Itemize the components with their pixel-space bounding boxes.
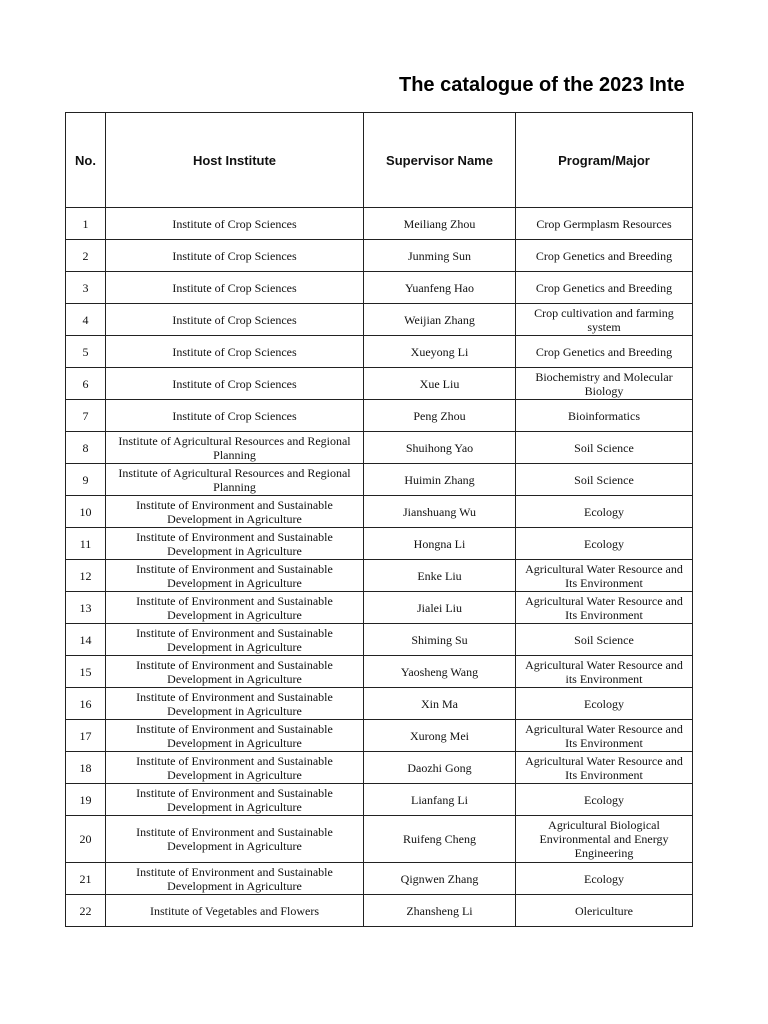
cell-supervisor-name: Huimin Zhang	[364, 464, 516, 496]
table-row	[66, 784, 693, 816]
cell-supervisor-name: Peng Zhou	[364, 400, 516, 432]
cell-program-major: Crop Germplasm Resources	[516, 208, 693, 240]
cell-program-major: Soil Science	[516, 624, 693, 656]
cell-host-institute: Institute of Environment and Sustainable Development in Agriculture	[106, 816, 364, 863]
cell-program-major: Biochemistry and Molecular Biology	[516, 368, 693, 400]
cell-host-institute: Institute of Crop Sciences	[106, 336, 364, 368]
cell-host-institute: Institute of Vegetables and Flowers	[106, 895, 364, 927]
table-row	[66, 336, 693, 368]
cell-program-major: Crop Genetics and Breeding	[516, 272, 693, 304]
cell-host-institute: Institute of Crop Sciences	[106, 304, 364, 336]
table-row	[66, 400, 693, 432]
cell-no: 9	[66, 464, 106, 496]
cell-supervisor-name: Xurong Mei	[364, 720, 516, 752]
cell-host-institute: Institute of Crop Sciences	[106, 208, 364, 240]
cell-host-institute: Institute of Environment and Sustainable Development in Agriculture	[106, 624, 364, 656]
cell-program-major: Ecology	[516, 784, 693, 816]
cell-supervisor-name: Shiming Su	[364, 624, 516, 656]
cell-supervisor-name: Jialei Liu	[364, 592, 516, 624]
cell-no: 5	[66, 336, 106, 368]
cell-host-institute: Institute of Environment and Sustainable Development in Agriculture	[106, 752, 364, 784]
document-title: The catalogue of the 2023 Inte	[399, 74, 685, 96]
cell-supervisor-name: Junming Sun	[364, 240, 516, 272]
table-row	[66, 528, 693, 560]
cell-program-major: Agricultural Water Resource and Its Environment	[516, 720, 693, 752]
cell-host-institute: Institute of Environment and Sustainable Development in Agriculture	[106, 688, 364, 720]
table-row	[66, 304, 693, 336]
table-header-row	[66, 113, 693, 208]
cell-program-major: Ecology	[516, 528, 693, 560]
table-row	[66, 208, 693, 240]
table-row	[66, 688, 693, 720]
cell-host-institute: Institute of Crop Sciences	[106, 240, 364, 272]
cell-supervisor-name: Xin Ma	[364, 688, 516, 720]
cell-supervisor-name: Xue Liu	[364, 368, 516, 400]
cell-no: 8	[66, 432, 106, 464]
cell-supervisor-name: Jianshuang Wu	[364, 496, 516, 528]
cell-no: 6	[66, 368, 106, 400]
catalogue-table	[65, 112, 693, 927]
cell-supervisor-name: Shuihong Yao	[364, 432, 516, 464]
cell-no: 1	[66, 208, 106, 240]
cell-supervisor-name: Yaosheng Wang	[364, 656, 516, 688]
cell-supervisor-name: Daozhi Gong	[364, 752, 516, 784]
table-row	[66, 272, 693, 304]
cell-program-major: Agricultural Water Resource and Its Environment	[516, 752, 693, 784]
cell-program-major: Bioinformatics	[516, 400, 693, 432]
cell-host-institute: Institute of Environment and Sustainable Development in Agriculture	[106, 863, 364, 895]
table-row	[66, 496, 693, 528]
cell-no: 7	[66, 400, 106, 432]
cell-program-major: Crop cultivation and farming system	[516, 304, 693, 336]
cell-program-major: Crop Genetics and Breeding	[516, 336, 693, 368]
cell-host-institute: Institute of Agricultural Resources and Regional Planning	[106, 464, 364, 496]
cell-program-major: Soil Science	[516, 432, 693, 464]
header-program-major: Program/Major	[516, 113, 693, 208]
cell-no: 10	[66, 496, 106, 528]
table-row	[66, 592, 693, 624]
cell-host-institute: Institute of Environment and Sustainable Development in Agriculture	[106, 528, 364, 560]
cell-program-major: Agricultural Water Resource and Its Environment	[516, 560, 693, 592]
table-row	[66, 752, 693, 784]
cell-host-institute: Institute of Environment and Sustainable Development in Agriculture	[106, 496, 364, 528]
table-row	[66, 240, 693, 272]
cell-supervisor-name: Weijian Zhang	[364, 304, 516, 336]
cell-no: 15	[66, 656, 106, 688]
cell-no: 20	[66, 816, 106, 863]
cell-supervisor-name: Zhansheng Li	[364, 895, 516, 927]
cell-supervisor-name: Ruifeng Cheng	[364, 816, 516, 863]
table-row	[66, 368, 693, 400]
header-host-institute: Host Institute	[106, 113, 364, 208]
cell-no: 22	[66, 895, 106, 927]
header-supervisor-name: Supervisor Name	[364, 113, 516, 208]
cell-program-major: Agricultural Water Resource and its Environment	[516, 656, 693, 688]
cell-program-major: Ecology	[516, 688, 693, 720]
table-row	[66, 863, 693, 895]
cell-no: 16	[66, 688, 106, 720]
cell-host-institute: Institute of Environment and Sustainable Development in Agriculture	[106, 720, 364, 752]
table-row	[66, 720, 693, 752]
cell-program-major: Agricultural Biological Environmental and Energy Engineering	[516, 816, 693, 863]
cell-no: 2	[66, 240, 106, 272]
cell-supervisor-name: Lianfang Li	[364, 784, 516, 816]
cell-host-institute: Institute of Crop Sciences	[106, 272, 364, 304]
cell-program-major: Soil Science	[516, 464, 693, 496]
cell-host-institute: Institute of Environment and Sustainable Development in Agriculture	[106, 592, 364, 624]
table-row	[66, 656, 693, 688]
cell-host-institute: Institute of Environment and Sustainable Development in Agriculture	[106, 560, 364, 592]
cell-program-major: Crop Genetics and Breeding	[516, 240, 693, 272]
cell-supervisor-name: Hongna Li	[364, 528, 516, 560]
cell-program-major: Agricultural Water Resource and Its Environment	[516, 592, 693, 624]
cell-supervisor-name: Yuanfeng Hao	[364, 272, 516, 304]
header-no: No.	[66, 113, 106, 208]
cell-no: 4	[66, 304, 106, 336]
cell-host-institute: Institute of Crop Sciences	[106, 368, 364, 400]
cell-host-institute: Institute of Environment and Sustainable Development in Agriculture	[106, 656, 364, 688]
cell-no: 3	[66, 272, 106, 304]
table-row	[66, 816, 693, 863]
cell-supervisor-name: Qignwen Zhang	[364, 863, 516, 895]
table-row	[66, 624, 693, 656]
table-row	[66, 560, 693, 592]
table-row	[66, 464, 693, 496]
cell-host-institute: Institute of Environment and Sustainable Development in Agriculture	[106, 784, 364, 816]
cell-no: 13	[66, 592, 106, 624]
cell-no: 18	[66, 752, 106, 784]
cell-supervisor-name: Meiliang Zhou	[364, 208, 516, 240]
cell-supervisor-name: Xueyong Li	[364, 336, 516, 368]
cell-no: 14	[66, 624, 106, 656]
cell-program-major: Ecology	[516, 496, 693, 528]
cell-no: 21	[66, 863, 106, 895]
table-row	[66, 432, 693, 464]
cell-supervisor-name: Enke Liu	[364, 560, 516, 592]
cell-host-institute: Institute of Agricultural Resources and Regional Planning	[106, 432, 364, 464]
cell-host-institute: Institute of Crop Sciences	[106, 400, 364, 432]
cell-no: 19	[66, 784, 106, 816]
cell-no: 12	[66, 560, 106, 592]
cell-no: 17	[66, 720, 106, 752]
table-row	[66, 895, 693, 927]
cell-program-major: Ecology	[516, 863, 693, 895]
cell-program-major: Olericulture	[516, 895, 693, 927]
cell-no: 11	[66, 528, 106, 560]
